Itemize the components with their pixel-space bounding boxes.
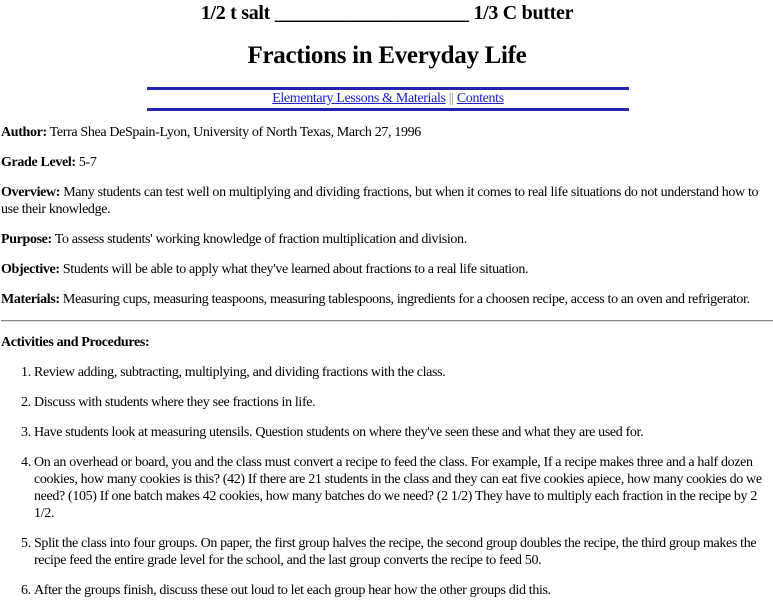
objective-value: Students will be able to apply what they've learned about fractions to a real life situation. xyxy=(59,262,529,277)
purpose xyxy=(1,231,773,248)
list-item: 4. On an overhead or board, you and the class must convert a recipe to feed the class. For example, If a recipe makes three and a half dozen cookies, how many cookies is this? (42) If there are 21 students in the class and they can eat five cookies apiece, how many cookies do we need? (105) If one batch makes 42 cookies, how many batches do we need? (2 1/2) They have to multiply each fraction in the recipe by 2 1/2. xyxy=(34,454,773,522)
list-item: 3. Have students look at measuring utensils. Question students on where they've seen these and what they are used for. xyxy=(34,424,773,441)
purpose-value: To assess students' working knowledge of fraction multiplication and division. xyxy=(51,232,467,247)
overview-label: Overview: xyxy=(1,185,61,200)
nav-bar xyxy=(147,87,629,111)
materials xyxy=(1,291,773,308)
list-item: 1. Review adding, subtracting, multiplying, and dividing fractions with the class. xyxy=(34,364,773,381)
materials-value: Measuring cups, measuring teaspoons, measuring tablespoons, ingredients for a choosen recipe, access to an oven and refrigerator. xyxy=(59,292,750,307)
author-value: Terra Shea DeSpain-Lyon, University of North Texas, March 27, 1996 xyxy=(46,125,421,140)
list-item: 5. Split the class into four groups. On paper, the first group halves the recipe, the second group doubles the recipe, the third group makes the recipe feed the entire grade level for the school, and the last group converts the recipe to feed 50. xyxy=(34,535,773,569)
nav-separator: || xyxy=(448,91,454,106)
materials-label: Materials: xyxy=(1,292,60,307)
objective-label: Objective: xyxy=(1,262,60,277)
grade-value: 5-7 xyxy=(75,155,97,170)
divider xyxy=(1,320,773,322)
list-item: 6. After the groups finish, discuss these out loud to let each group hear how the other groups did this. xyxy=(34,582,773,599)
grade-level xyxy=(1,154,773,171)
list-item: 2. Discuss with students where they see fractions in life. xyxy=(34,394,773,411)
page-title: Fractions in Everyday Life xyxy=(247,42,527,69)
overview-value: Many students can test well on multiplying and dividing fractions, but when it comes to real life situations do not understand how to use their knowledge. xyxy=(1,185,759,217)
elementary-lessons-link[interactable]: Elementary Lessons & Materials xyxy=(272,91,446,106)
activities-list xyxy=(1,364,773,599)
activities-heading: Activities and Procedures: xyxy=(1,335,150,350)
objective xyxy=(1,261,773,278)
author xyxy=(1,124,773,141)
overview xyxy=(1,184,773,218)
author-label: Author: xyxy=(1,125,47,140)
grade-label: Grade Level: xyxy=(1,155,76,170)
purpose-label: Purpose: xyxy=(1,232,52,247)
recipe-line: 1/2 t salt ____________________ 1/3 C butter xyxy=(200,2,574,24)
contents-link[interactable]: Contents xyxy=(456,91,504,106)
